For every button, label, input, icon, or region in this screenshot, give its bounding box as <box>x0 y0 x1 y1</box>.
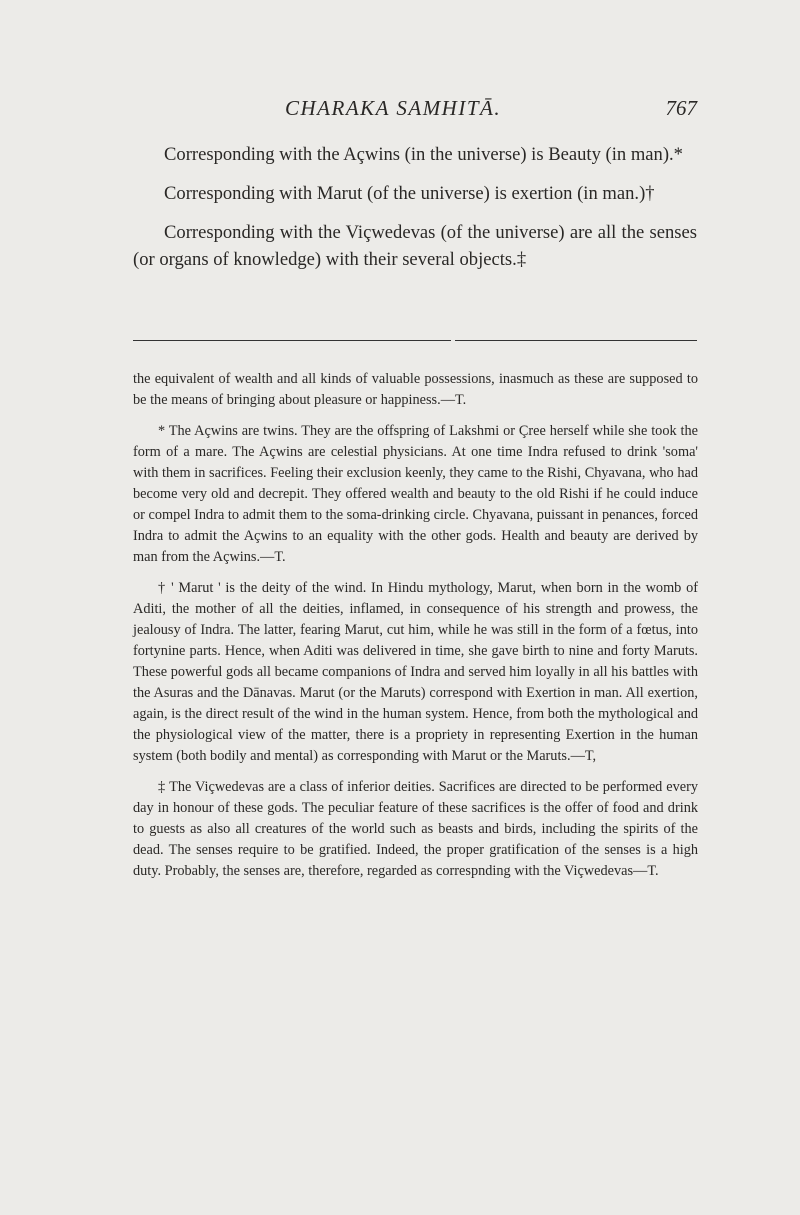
page-number: 767 <box>665 96 697 120</box>
paragraph-marut: Corresponding with Marut (of the universe) is exertion (in man.)† <box>164 183 655 204</box>
footnote-double-dagger: ‡ The Viçwedevas are a class of inferior deities. Sacrifices are directed to be performed every day in honour of these gods. The peculiar feature of these sacrifices is the offer of food and drink to guests as also all creatures of the world such as beasts and birds, including the spirits of the dead. The senses require to be gratified. Indeed, the proper gratification of the senses is a high duty. Probably, the senses are, therefore, regarded as correspnding with the Viçwedevas—T. <box>133 779 698 879</box>
footnote-dagger: † ' Marut ' is the deity of the wind. In Hindu mythology, Marut, when born in the womb of Aditi, the mother of all the deities, inflamed, in consequence of his strength and prowess, the jealousy of Indra. The latter, fearing Marut, cut him, while he was still in the form of a fœtus, into fortynine parts. Hence, when Aditi was delivered in time, she gave birth to nine and forty Maruts. These powerful gods all became companions of Indra and served him loyally in all his battles with the Asuras and the Dānavas. Marut (or the Maruts) correspond with Exertion in man. All exertion, again, is the direct result of the wind in the human system. Hence, from both the mythological and the physiological view of the matter, there is a propriety in representing Exertion in the human system (both bodily and mental) as corresponding with Marut or the Maruts.—T, <box>133 580 698 764</box>
paragraph-ashwins: Corresponding with the Açwins (in the universe) is Beauty (in man).* <box>164 144 683 165</box>
page-header <box>133 96 697 126</box>
separator-rule-left <box>133 340 451 341</box>
footnote-continuation: the equivalent of wealth and all kinds of valuable possessions, inasmuch as these are supposed to be the means of bringing about pleasure or happiness.—T. <box>133 371 698 408</box>
footnote-star: * The Açwins are twins. They are the offspring of Lakshmi or Çree herself while she took the form of a mare. The Açwins are celestial physicians. At one time Indra refused to drink 'soma' with them in sacrifices. Feeling their exclusion keenly, they came to the Rishi, Chyavana, who had become very old and decrepit. They offered wealth and beauty to the old Rishi if he could induce or compel Indra to admit them to the soma-drinking circle. Chyavana, puissant in penances, forced Indra to admit the Açwins to an equality with the other gods. Health and beauty are derived by man from the Açwins.—T. <box>133 423 698 565</box>
footnote-separator <box>133 338 697 344</box>
separator-rule-right <box>455 340 697 341</box>
paragraph-vishvedevas: Corresponding with the Viçwedevas (of the universe) are all the senses (or organs of knowledge) with their several objects.‡ <box>133 222 697 270</box>
footnotes <box>133 369 698 892</box>
main-text <box>133 141 697 285</box>
running-head: CHARAKA SAMHITĀ. <box>285 96 502 120</box>
